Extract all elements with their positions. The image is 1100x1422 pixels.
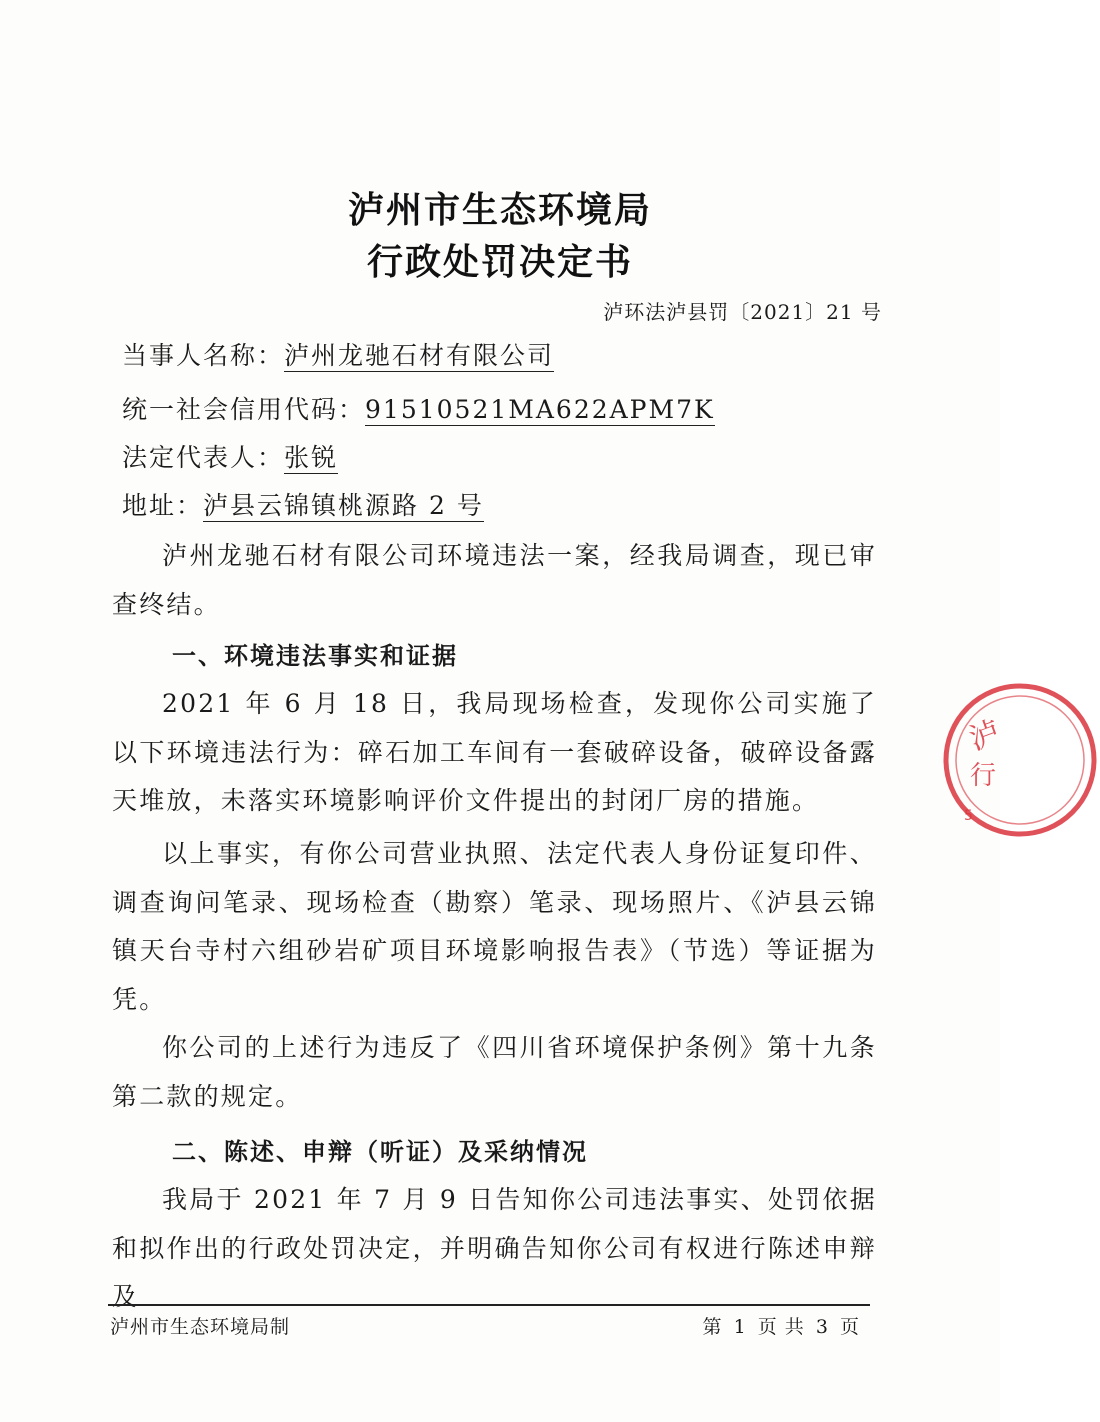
page-current: 1	[733, 1316, 747, 1338]
party-name-label: 当事人名称：	[122, 341, 285, 370]
legal-rep-row	[122, 438, 338, 474]
party-name-row	[122, 336, 554, 372]
document-title: 行政处罚决定书	[366, 242, 633, 283]
footer-issuer: 泸州市生态环境局制	[110, 1316, 291, 1338]
address-label: 地址：	[122, 491, 204, 520]
party-name-value: 泸州龙驰石材有限公司	[284, 341, 555, 370]
page-suffix: 页	[839, 1316, 860, 1338]
official-seal-icon	[940, 680, 1100, 840]
intro-paragraph: 泸州龙驰石材有限公司环境违法一案，经我局调查，现已审查终结。	[112, 541, 877, 619]
svg-text:泸: 泸	[964, 714, 1005, 758]
page-total: 3	[815, 1316, 829, 1338]
section-1-heading: 一、环境违法事实和证据	[172, 642, 458, 670]
credit-code-row	[122, 390, 715, 426]
evidence-paragraph: 以上事实，有你公司营业执照、法定代表人身份证复印件、调查询问笔录、现场检查（勘察）笔录、现场照片、《泸县云锦镇天台寺村六组砂岩矿项目环境影响报告表》（节选）等证据为凭。	[112, 839, 877, 1014]
violation-paragraph: 你公司的上述行为违反了《四川省环境保护条例》第十九条第二款的规定。	[112, 1033, 877, 1111]
page-mid: 页 共	[757, 1316, 805, 1338]
document-number: 泸环法泸县罚〔2021〕21 号	[603, 300, 882, 324]
address-row	[122, 486, 484, 522]
svg-text:5: 5	[964, 808, 973, 824]
fact-paragraph: 2021 年 6 月 18 日，我局现场检查，发现你公司实施了以下环境违法行为：碎石加工车间有一套破碎设备，破碎设备露天堆放，未落实环境影响评价文件提出的封闭厂房的措施。	[112, 689, 877, 815]
address-value: 泸县云锦镇桃源路 2 号	[203, 491, 484, 520]
issuer-title: 泸州市生态环境局	[347, 190, 652, 231]
page-indicator	[701, 1312, 862, 1339]
legal-rep-value: 张锐	[284, 443, 339, 472]
credit-code-value: 91510521MA622APM7K	[365, 395, 715, 424]
svg-text:行: 行	[970, 761, 997, 791]
page-prefix: 第	[702, 1316, 723, 1338]
legal-rep-label: 法定代表人：	[122, 443, 285, 472]
notice-paragraph: 我局于 2021 年 7 月 9 日告知你公司违法事实、处罚依据和拟作出的行政处罚决定，并明确告知你公司有权进行陈述申辩及	[112, 1185, 877, 1311]
section-2-heading: 二、陈述、申辩（听证）及采纳情况	[172, 1138, 588, 1166]
credit-code-label: 统一社会信用代码：	[122, 395, 366, 424]
footer-divider	[108, 1304, 870, 1306]
